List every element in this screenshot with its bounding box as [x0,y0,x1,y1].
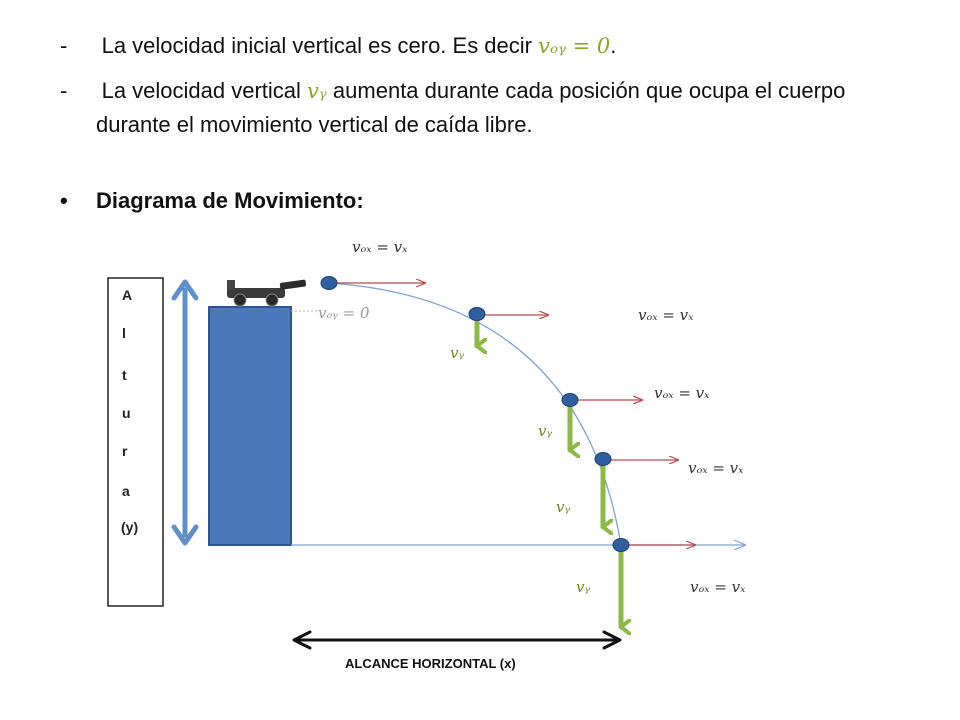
label-vox-vx: vₒₓ = vₓ [638,306,694,324]
altura-letter: t [122,367,127,383]
altura-letter: u [122,405,131,421]
alcance-label: ALCANCE HORIZONTAL (x) [345,656,516,671]
altura-letter: (y) [121,519,139,535]
altura-arrow [174,282,196,543]
bullet-line-2-cont: durante el movimiento vertical de caída libre. [96,112,533,137]
label-voy-zero: vₒᵧ = 0 [318,304,370,322]
label-vox-vx: vₒₓ = vₓ [690,578,746,596]
alcance-arrow [294,632,620,648]
label-vy: vᵧ [576,578,591,596]
altura-letter: l [122,325,126,341]
ball [562,394,578,407]
label-vox-vx: vₒₓ = vₓ [352,238,408,256]
section-bullet: • [60,188,68,213]
ball [469,308,485,321]
math-voy-zero: vₒᵧ = 0 [538,34,611,58]
bullet-dash: - [60,78,68,103]
label-vy: vᵧ [556,498,571,516]
cannon-icon [227,279,306,306]
bullet-end: . [610,33,617,58]
math-vy: vᵧ [307,79,327,103]
altura-box [108,278,163,606]
ball [595,453,611,466]
label-vox-vx: vₒₓ = vₓ [654,384,710,402]
altura-letter: a [122,483,130,499]
bullet-text: La velocidad inicial vertical es cero. Es decir [101,33,539,58]
label-vy: vᵧ [450,344,465,362]
bullet-dash: - [60,33,68,58]
label-vox-vx: vₒₓ = vₓ [688,459,744,477]
tower [209,307,291,545]
altura-letter: A [122,287,133,303]
label-vy: vᵧ [538,422,553,440]
bullet-text-a: La velocidad vertical [101,78,308,103]
ball [321,277,337,290]
bullet-text-b: aumenta durante cada posición que ocupa el cuerpo [326,78,846,103]
ball [613,539,629,552]
altura-letter: r [122,443,128,459]
section-title: Diagrama de Movimiento: [95,188,364,213]
